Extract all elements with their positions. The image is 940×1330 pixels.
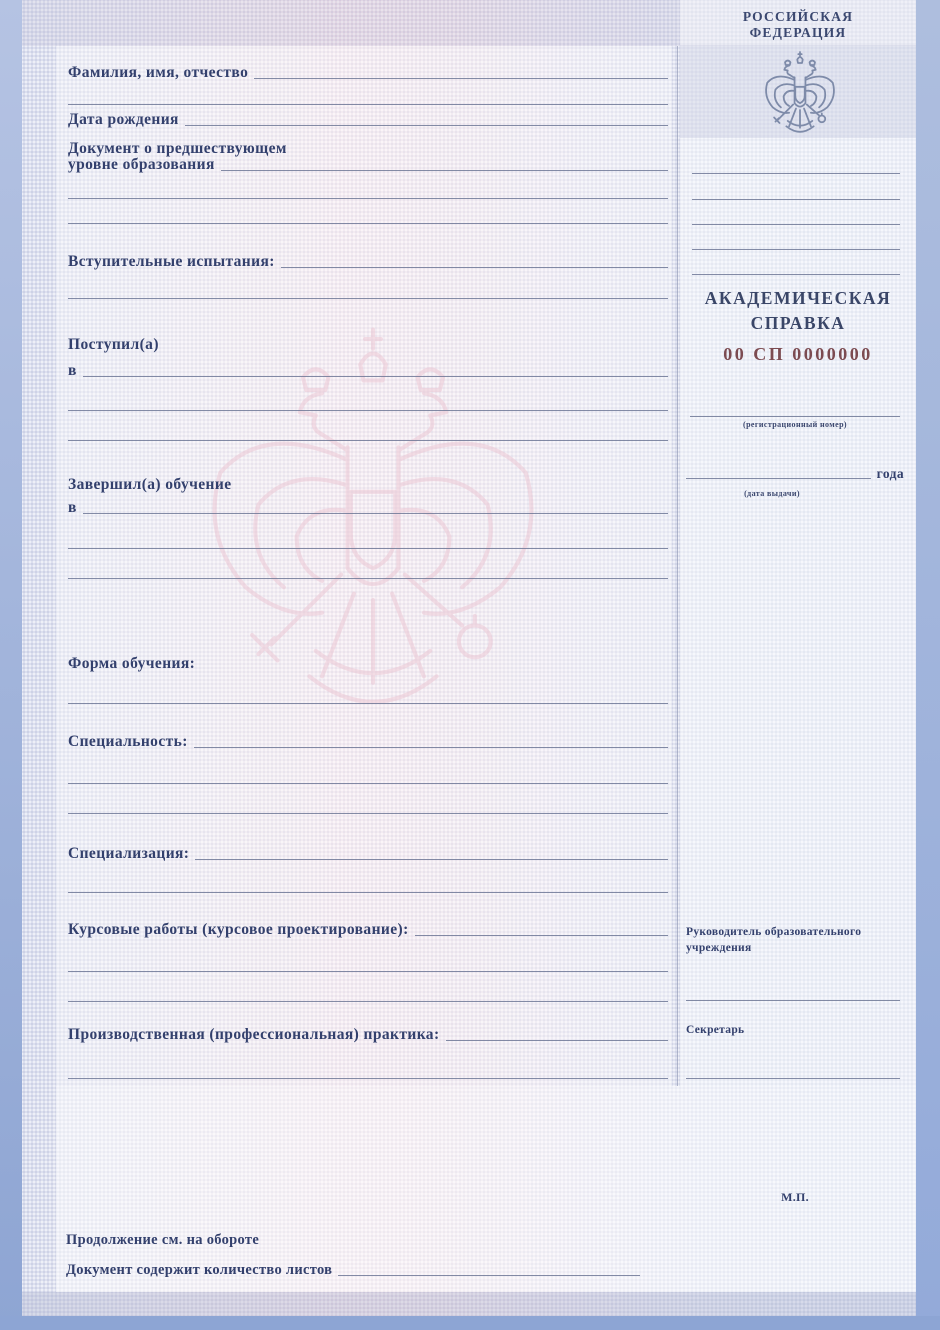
- enrolled-label: Поступил(а): [68, 336, 159, 353]
- entrance-exams-line: [281, 266, 668, 268]
- practice-line: [446, 1039, 668, 1041]
- certificate-title-line1: АКАДЕМИЧЕСКАЯ: [704, 288, 892, 308]
- specialization-field: [68, 845, 668, 863]
- study-form-line: [68, 703, 668, 704]
- finished-in-line: [83, 512, 668, 514]
- enrolled-in-label: в: [68, 362, 77, 379]
- sheet-count-label: Документ содержит количество листов: [66, 1262, 333, 1278]
- head-signature-line: [686, 1000, 900, 1001]
- full-name-label: Фамилия, имя, отчество: [68, 64, 249, 81]
- right-line-3: [692, 224, 900, 225]
- specialty-field: [68, 733, 668, 751]
- enrolled-in-field: [68, 362, 668, 380]
- coursework-field: [68, 921, 668, 939]
- prev-doc-line: [221, 169, 668, 171]
- enrolled-line2: [68, 410, 668, 411]
- page-border-right: [916, 0, 940, 1330]
- secretary-label: Секретарь: [686, 1024, 745, 1036]
- secretary-signature-line: [686, 1078, 900, 1079]
- full-name-line: [254, 77, 668, 79]
- birth-date-field: [68, 111, 668, 129]
- sheet-count-field: [66, 1262, 640, 1279]
- page-border-left: [0, 0, 22, 1330]
- sheet-count-line: [338, 1274, 640, 1276]
- prev-doc-line3: [68, 223, 668, 224]
- right-line-5: [692, 274, 900, 275]
- bottom-band: [22, 1292, 916, 1316]
- right-line-4: [692, 249, 900, 250]
- finished-label: Завершил(а) обучение: [68, 476, 232, 493]
- practice-label: Производственная (профессиональная) практика:: [68, 1026, 440, 1043]
- full-name-field: [68, 64, 668, 82]
- year-label: года: [876, 466, 904, 481]
- prev-doc-field: [68, 156, 668, 174]
- finished-line3: [68, 578, 668, 579]
- specialty-line3: [68, 813, 668, 814]
- entrance-exams-label: Вступительные испытания:: [68, 253, 275, 270]
- issue-date-line: [686, 477, 871, 479]
- enrolled-in-line: [83, 375, 668, 377]
- specialty-label: Специальность:: [68, 733, 188, 750]
- head-of-institution-label-2: учреждения: [686, 942, 752, 954]
- specialization-line2: [68, 892, 668, 893]
- country-name-line2: ФЕДЕРАЦИЯ: [749, 25, 847, 40]
- study-form-label: Форма обучения:: [68, 655, 196, 672]
- continuation-note: Продолжение см. на обороте: [66, 1232, 260, 1248]
- watermark-eagle-icon: [182, 320, 564, 740]
- country-name-line1: РОССИЙСКАЯ: [742, 9, 854, 24]
- entrance-exams-line2: [68, 298, 668, 299]
- column-divider: [677, 46, 678, 1086]
- practice-line2: [68, 1078, 668, 1079]
- registration-number-caption: (регистрационный номер): [743, 420, 847, 429]
- enrolled-line3: [68, 440, 668, 441]
- specialization-label: Специализация:: [68, 845, 190, 862]
- issue-date-caption: (дата выдачи): [744, 489, 800, 498]
- certificate-title-line2: СПРАВКА: [750, 313, 846, 333]
- certificate-serial-number: 00 СП 0000000: [723, 344, 873, 364]
- right-column-zone: [680, 0, 916, 1086]
- head-of-institution-label-1: Руководитель образовательного: [686, 926, 862, 938]
- specialty-line: [194, 746, 668, 748]
- registration-number-line: [690, 416, 900, 417]
- entrance-exams-field: [68, 253, 668, 271]
- page-border-bottom: [0, 1316, 940, 1330]
- coursework-line3: [68, 1001, 668, 1002]
- right-line-1: [692, 173, 900, 174]
- prev-doc-label-1: Документ о предшествующем: [68, 140, 287, 157]
- specialty-line2: [68, 783, 668, 784]
- coursework-line: [415, 934, 668, 936]
- right-line-2: [692, 199, 900, 200]
- finished-in-field: [68, 499, 668, 517]
- issue-date-field: [686, 466, 904, 482]
- prev-doc-line2: [68, 198, 668, 199]
- finished-in-label: в: [68, 499, 77, 516]
- finished-line2: [68, 548, 668, 549]
- prev-doc-label-2: уровне образования: [68, 156, 215, 173]
- coursework-line2: [68, 971, 668, 972]
- specialization-line: [195, 858, 668, 860]
- birth-date-line: [185, 124, 668, 126]
- birth-date-label: Дата рождения: [68, 111, 179, 128]
- practice-field: [68, 1026, 668, 1044]
- stamp-placeholder: М.П.: [781, 1190, 809, 1204]
- full-name-line2: [68, 104, 668, 105]
- coat-of-arms-icon: [759, 50, 841, 140]
- coursework-label: Курсовые работы (курсовое проектирование):: [68, 921, 409, 938]
